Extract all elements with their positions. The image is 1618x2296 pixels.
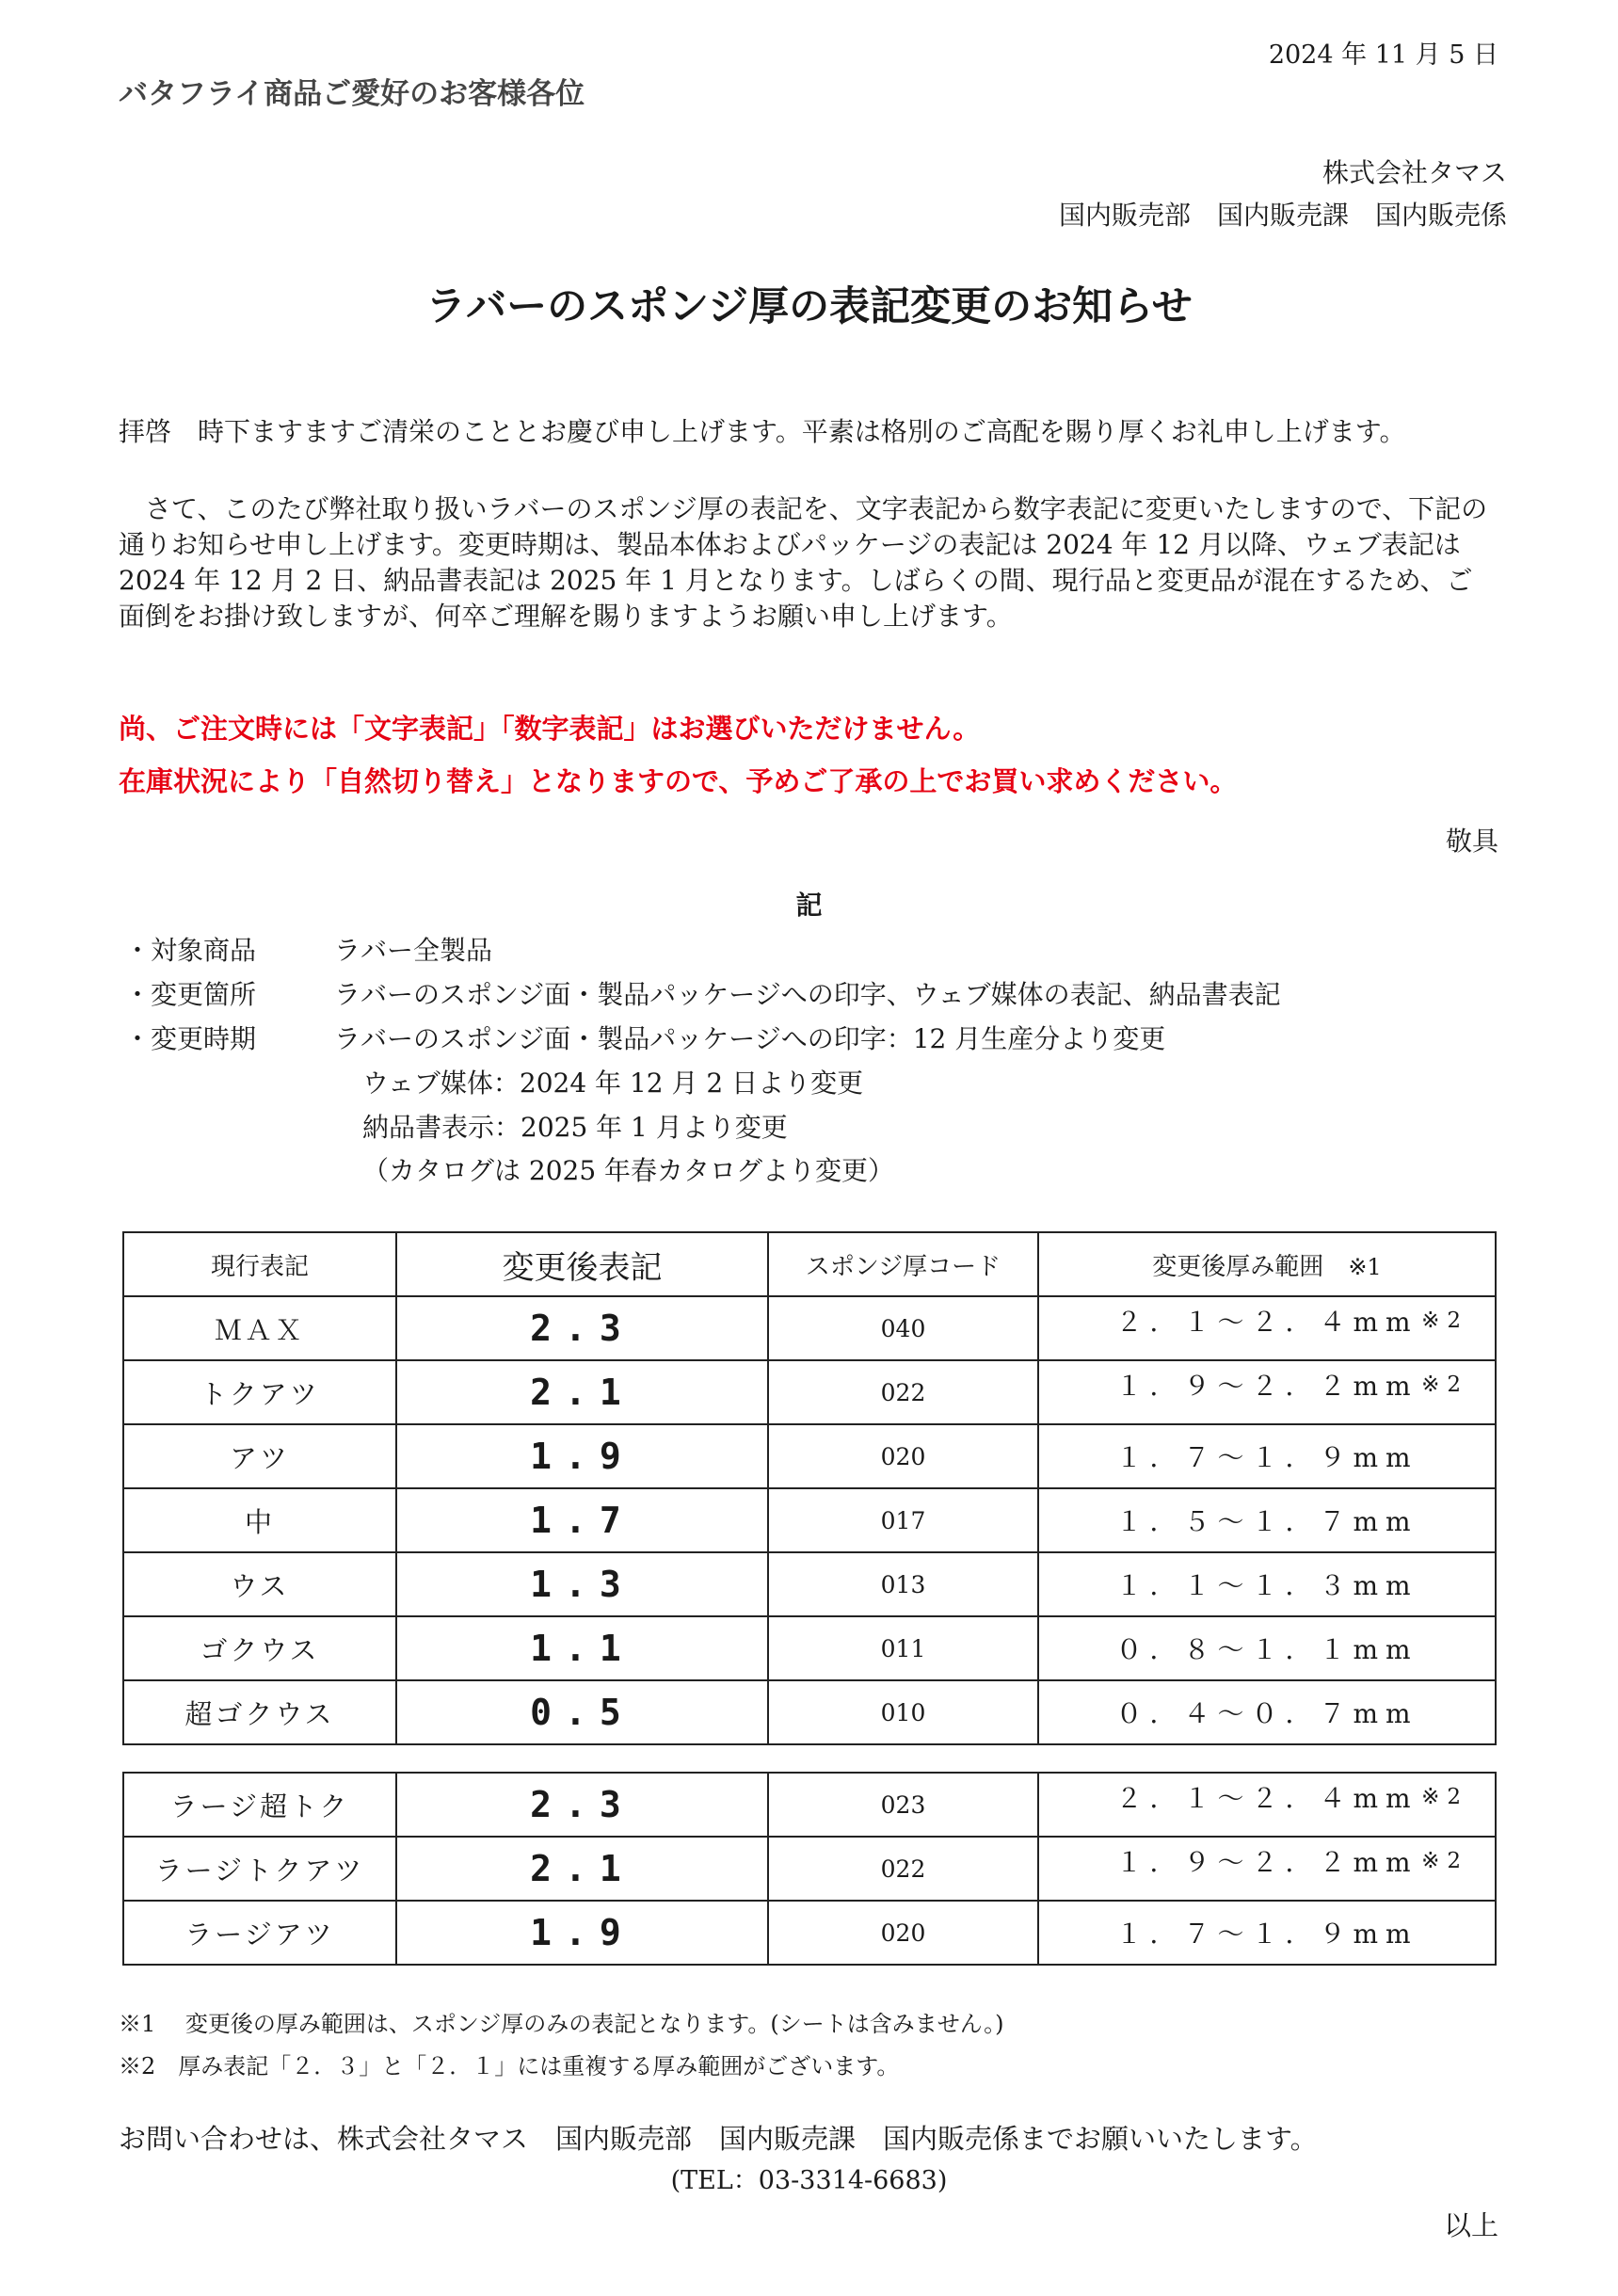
cell-new: 1.9 xyxy=(396,1424,768,1488)
cell-code: 022 xyxy=(768,1837,1038,1901)
header-code: スポンジ厚コード xyxy=(768,1232,1038,1296)
place-label: ・変更箇所 xyxy=(124,979,257,1010)
cell-code: 023 xyxy=(768,1773,1038,1837)
company-name: 株式会社タマス xyxy=(1322,157,1507,188)
cell-range: ０．８～１．１mm xyxy=(1038,1616,1496,1680)
ki-heading: 記 xyxy=(795,890,823,921)
table-row xyxy=(123,1296,1496,1360)
cell-current: ラージアツ xyxy=(123,1901,396,1965)
cell-range: １．７～１．９mm xyxy=(1038,1424,1496,1488)
cell-code: 020 xyxy=(768,1901,1038,1965)
footnote-2: ※2 厚み表記「２．３」と「２．１」には重複する厚み範囲がございます。 xyxy=(119,2053,900,2079)
contact-text: お問い合わせは、株式会社タマス 国内販売部 国内販売課 国内販売係までお願いいたします。 xyxy=(119,2123,1318,2155)
header-current: 現行表記 xyxy=(123,1232,396,1296)
thickness-table xyxy=(122,1231,1497,1745)
table-row xyxy=(123,1837,1496,1901)
notice-stock: 在庫状況により「自然切り替え」となりますので、予めご了承の上でお買い求めください。 xyxy=(119,765,1238,797)
cell-current: ラージ超トク xyxy=(123,1773,396,1837)
cell-range-value: ２．１～２．４mm xyxy=(1115,1307,1418,1338)
header-range-label: 変更後厚み範囲 xyxy=(1152,1252,1324,1281)
recipient-line: バタフライ商品ご愛好のお客様各位 xyxy=(119,77,585,111)
cell-new: 1.3 xyxy=(396,1552,768,1616)
cell-range xyxy=(1038,1773,1496,1837)
table-row xyxy=(123,1773,1496,1837)
cell-range xyxy=(1038,1360,1496,1424)
cell-range-value: １．９～２．２mm xyxy=(1115,1371,1418,1402)
cell-code: 011 xyxy=(768,1616,1038,1680)
cell-range-note: ※2 xyxy=(1421,1785,1468,1809)
table-row xyxy=(123,1616,1496,1680)
header-new: 変更後表記 xyxy=(396,1232,768,1296)
cell-current: 中 xyxy=(123,1488,396,1552)
cell-code: 022 xyxy=(768,1360,1038,1424)
cell-range-value: １．９～２．２mm xyxy=(1115,1847,1418,1878)
time-catalog: （カタログは 2025 年春カタログより変更） xyxy=(362,1155,895,1186)
time-invoice: 納品書表示：2025 年 1 月より変更 xyxy=(362,1112,788,1143)
target-value: ラバー全製品 xyxy=(334,935,493,966)
cell-current: ゴクウス xyxy=(123,1616,396,1680)
cell-current: ラージトクアツ xyxy=(123,1837,396,1901)
header-range xyxy=(1038,1232,1496,1296)
table-row xyxy=(123,1552,1496,1616)
cell-new: 2.1 xyxy=(396,1360,768,1424)
cell-range-note: ※2 xyxy=(1421,1373,1468,1397)
contact-tel: (TEL：03-3314-6683) xyxy=(670,2166,948,2195)
main-paragraph: さて、このたび弊社取り扱いラバーのスポンジ厚の表記を、文字表記から数字表記に変更いたしますので、下記の通りお知らせ申し上げます。変更時期は、製品本体およびパッケージの表記は 2024 年 12 月以降、ウェブ表記は 2024 年 12 月 2 日、納品書表記は 2025 年 1 月となります。しばらくの間、現行品と変更品が混在するため、ご面倒をお掛け致しますが、何卒ご理解を賜りますようお願い申し上げます。 xyxy=(119,493,1488,632)
greeting-paragraph: 拝啓 時下ますますご清栄のこととお慶び申し上げます。平素は格別のご高配を賜り厚くお礼申し上げます。 xyxy=(119,416,1406,447)
time-label: ・変更時期 xyxy=(124,1023,257,1054)
cell-current: ＭＡＸ xyxy=(123,1296,396,1360)
footnote-1: ※1 変更後の厚み範囲は、スポンジ厚のみの表記となります。(シートは含みません。) xyxy=(119,2011,1004,2037)
cell-new: 1.7 xyxy=(396,1488,768,1552)
cell-new: 2.1 xyxy=(396,1837,768,1901)
cell-new: 1.9 xyxy=(396,1901,768,1965)
notice-order: 尚、ご注文時には「文字表記」「数字表記」はお選びいただけません。 xyxy=(119,713,981,745)
cell-range-note: ※2 xyxy=(1421,1309,1468,1333)
document-title: ラバーのスポンジ厚の表記変更のお知らせ xyxy=(425,283,1193,330)
cell-new: 2.3 xyxy=(396,1296,768,1360)
closing-keigu: 敬具 xyxy=(1445,826,1498,857)
cell-range: １．１～１．３mm xyxy=(1038,1552,1496,1616)
table-row xyxy=(123,1901,1496,1965)
table-header-row xyxy=(123,1232,1496,1296)
cell-range: １．７～１．９mm xyxy=(1038,1901,1496,1965)
cell-new: 0.5 xyxy=(396,1680,768,1744)
cell-code: 010 xyxy=(768,1680,1038,1744)
target-label: ・対象商品 xyxy=(124,935,257,966)
cell-code: 020 xyxy=(768,1424,1038,1488)
large-thickness-table xyxy=(122,1772,1497,1966)
cell-range: １．５～１．７mm xyxy=(1038,1488,1496,1552)
table-row xyxy=(123,1680,1496,1744)
cell-range-note: ※2 xyxy=(1421,1849,1468,1873)
table-row xyxy=(123,1424,1496,1488)
cell-new: 2.3 xyxy=(396,1773,768,1837)
time-value: ラバーのスポンジ面・製品パッケージへの印字：12 月生産分より変更 xyxy=(334,1023,1166,1054)
cell-range xyxy=(1038,1837,1496,1901)
cell-code: 040 xyxy=(768,1296,1038,1360)
cell-current: アツ xyxy=(123,1424,396,1488)
cell-current: 超ゴクウス xyxy=(123,1680,396,1744)
time-web: ウェブ媒体：2024 年 12 月 2 日より変更 xyxy=(362,1068,864,1099)
department-name: 国内販売部 国内販売課 国内販売係 xyxy=(1058,200,1507,231)
document-date: 2024 年 11 月 5 日 xyxy=(1268,40,1498,70)
cell-current: ウス xyxy=(123,1552,396,1616)
header-range-note: ※1 xyxy=(1348,1253,1382,1280)
cell-range xyxy=(1038,1296,1496,1360)
place-value: ラバーのスポンジ面・製品パッケージへの印字、ウェブ媒体の表記、納品書表記 xyxy=(334,979,1281,1010)
cell-code: 017 xyxy=(768,1488,1038,1552)
cell-current: トクアツ xyxy=(123,1360,396,1424)
cell-range-value: ２．１～２．４mm xyxy=(1115,1783,1418,1814)
cell-code: 013 xyxy=(768,1552,1038,1616)
end-ijou: 以上 xyxy=(1443,2209,1498,2241)
table-row xyxy=(123,1360,1496,1424)
cell-new: 1.1 xyxy=(396,1616,768,1680)
cell-range: ０．４～０．７mm xyxy=(1038,1680,1496,1744)
table-row xyxy=(123,1488,1496,1552)
